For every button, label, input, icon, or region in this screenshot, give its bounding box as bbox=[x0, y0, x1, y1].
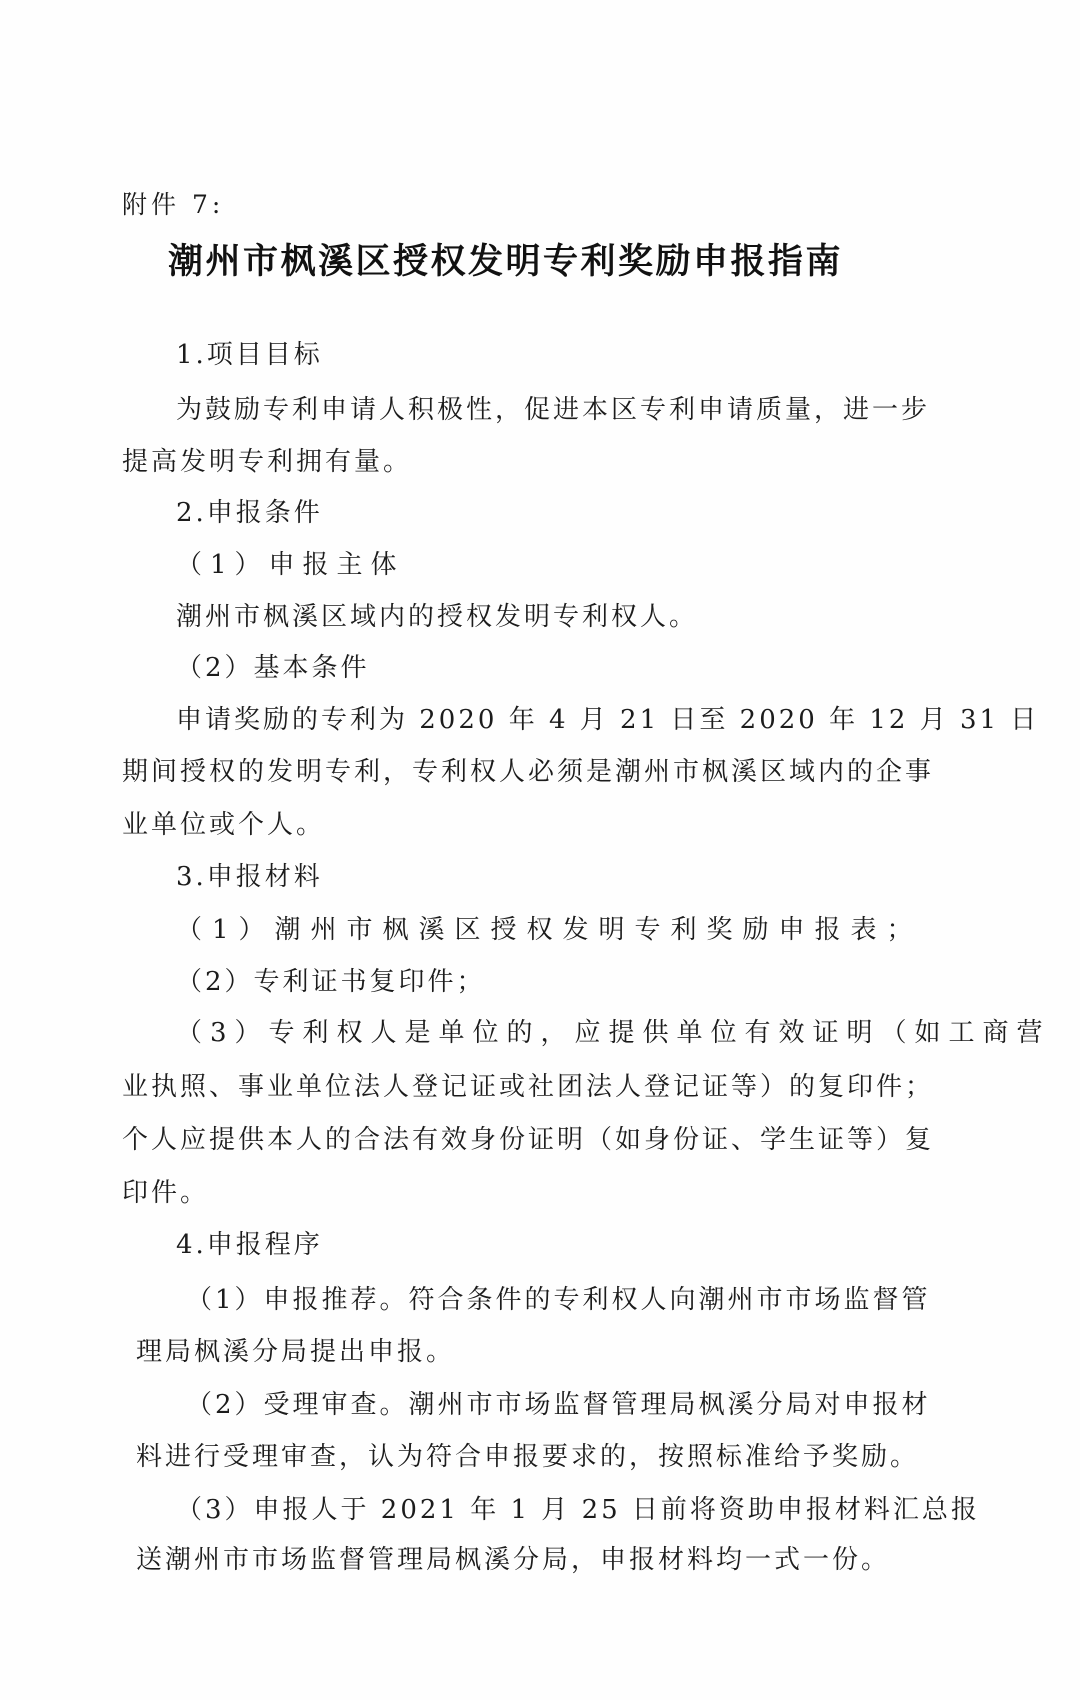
paragraph-line: 潮州市枫溪区域内的授权发明专利权人。 bbox=[176, 602, 699, 632]
attachment-label: 附件 7: bbox=[122, 190, 225, 219]
list-item: （1）潮州市枫溪区授权发明专利奖励申报表； bbox=[176, 915, 923, 945]
document-title: 潮州市枫溪区授权发明专利奖励申报指南 bbox=[168, 241, 844, 282]
section-heading-project-goal: 1.项目目标 bbox=[176, 340, 323, 370]
paragraph-line: 理局枫溪分局提出申报。 bbox=[136, 1337, 456, 1367]
paragraph-line: 期间授权的发明专利，专利权人必须是潮州市枫溪区域内的企事 bbox=[122, 757, 935, 787]
section-heading-materials: 3.申报材料 bbox=[176, 862, 323, 892]
section-heading-procedure: 4.申报程序 bbox=[176, 1230, 323, 1260]
paragraph-line: （3）申报人于 2021 年 1 月 25 日前将资助申报材料汇总报 bbox=[176, 1495, 980, 1525]
list-item: （3）专利权人是单位的，应提供单位有效证明（如工商营 bbox=[176, 1018, 1051, 1048]
paragraph-line: 申请奖励的专利为 2020 年 4 月 21 日至 2020 年 12 月 31 日 bbox=[176, 705, 1040, 735]
paragraph-line: 业执照、事业单位法人登记证或社团法人登记证等）的复印件； bbox=[122, 1072, 935, 1102]
paragraph-line: 个人应提供本人的合法有效身份证明（如身份证、学生证等）复 bbox=[122, 1125, 935, 1155]
paragraph-line: 业单位或个人。 bbox=[122, 810, 326, 840]
list-item: （2）专利证书复印件； bbox=[176, 967, 486, 997]
section-heading-conditions: 2.申报条件 bbox=[176, 498, 323, 528]
paragraph-line: 料进行受理审查，认为符合申报要求的，按照标准给予奖励。 bbox=[136, 1442, 920, 1472]
paragraph-line: （2）受理审查。潮州市市场监督管理局枫溪分局对申报材 bbox=[186, 1390, 931, 1420]
paragraph-line: 提高发明专利拥有量。 bbox=[122, 447, 413, 477]
subsection-heading-applicant: （1）申报主体 bbox=[176, 550, 405, 580]
subsection-heading-basic-conditions: （2）基本条件 bbox=[176, 653, 370, 683]
paragraph-line: （1）申报推荐。符合条件的专利权人向潮州市市场监督管 bbox=[186, 1285, 931, 1315]
paragraph-line: 印件。 bbox=[122, 1178, 210, 1208]
paragraph-line: 送潮州市市场监督管理局枫溪分局，申报材料均一式一份。 bbox=[136, 1545, 891, 1575]
paragraph-line: 为鼓励专利申请人积极性，促进本区专利申请质量，进一步 bbox=[176, 395, 931, 425]
